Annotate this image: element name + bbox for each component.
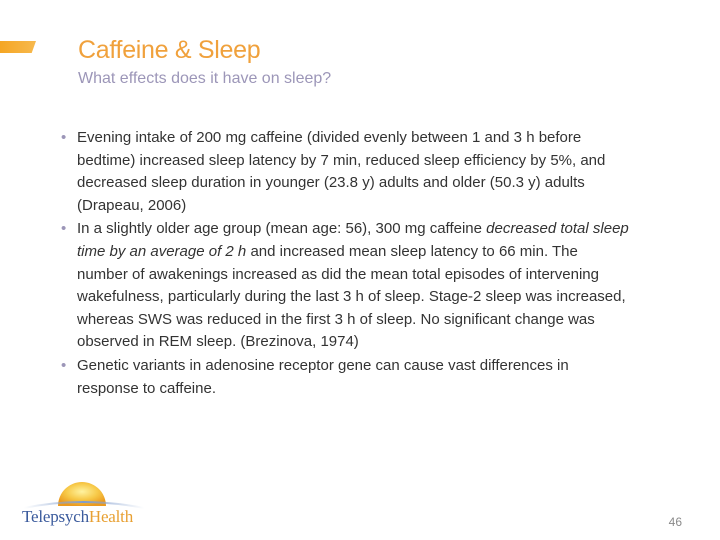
telepsychhealth-logo [20, 474, 150, 530]
bullet-list [60, 127, 630, 401]
page-number: 46 [668, 515, 682, 529]
bullet-text: and increased mean sleep latency to 66 min. The number of awakenings increased as did the mean total episodes of intervening wakefulness, particularly during the last 3 h of sleep. Stage-2 sleep was increased, whereas SWS was reduced in the first 3 h of sleep. No significant change was observed in REM sleep. (Brezinova, 1974) [77, 242, 626, 351]
bullet-text: In a slightly older age group (mean age: 56), 300 mg caffeine [77, 220, 487, 238]
bullet-dot-icon: • [61, 356, 67, 374]
logo-wordmark [22, 507, 133, 527]
bullet-text: Genetic variants in adenosine receptor gene can cause vast differences in response to caffeine. [77, 356, 569, 397]
logo-text-health: Health [88, 507, 133, 526]
bullet-text-emphasis: decreased total sleep time by an average of 2 h [77, 220, 629, 260]
bullet-text: Evening intake of 200 mg caffeine (divided evenly between 1 and 3 h before bedtime) increased sleep latency by 7 min, reduced sleep efficiency by 5%, and decreased sleep duration in younger (23.8 y) adults and older (50.3 y) adults (Drapeau, 2006) [77, 129, 606, 214]
bullet-item [60, 218, 630, 354]
slide-title: Caffeine & Sleep [78, 36, 261, 64]
bullet-item [60, 355, 630, 400]
slide-subtitle: What effects does it have on sleep? [78, 70, 332, 87]
bullet-dot-icon: • [61, 220, 67, 238]
logo-text-telepsych: Telepsych [22, 507, 89, 526]
bullet-dot-icon: • [61, 129, 67, 146]
accent-tab [0, 41, 36, 53]
bullet-item [60, 127, 630, 217]
